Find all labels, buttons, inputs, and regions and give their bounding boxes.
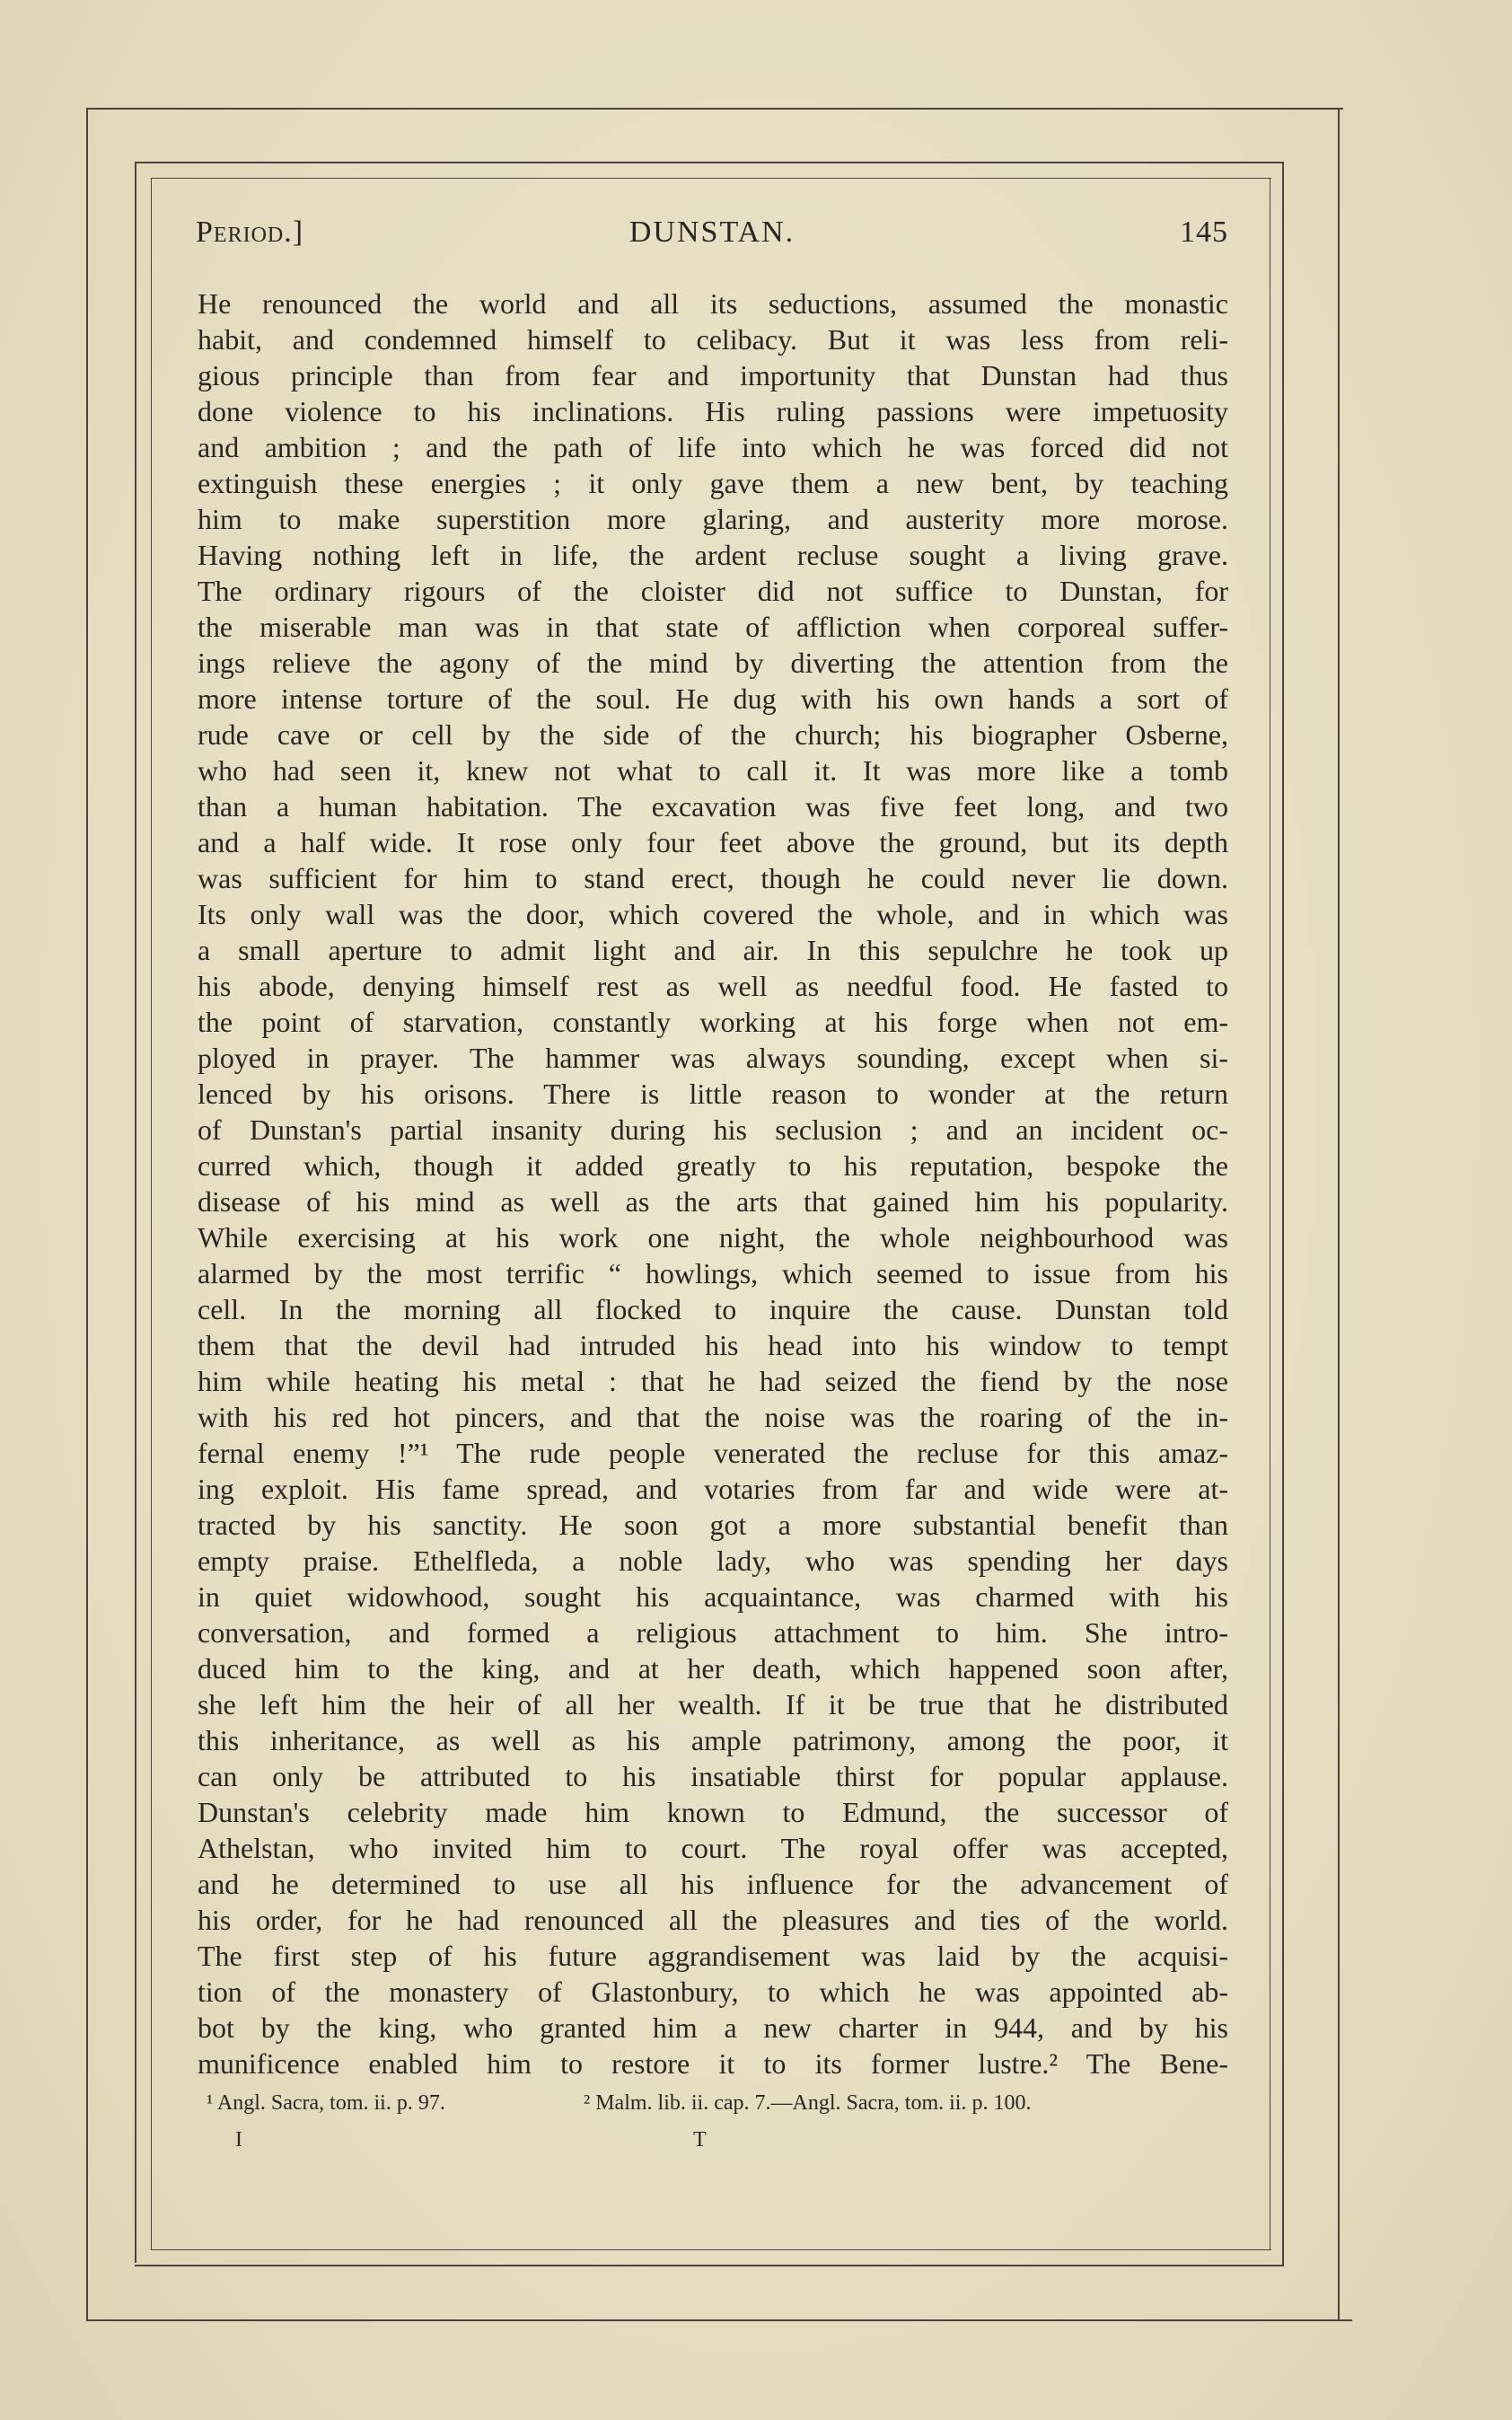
middle-frame-top-rule bbox=[135, 162, 1284, 163]
body-line: than a human habitation. The excavation was five feet long, and two bbox=[198, 790, 1228, 823]
body-line: Athelstan, who invited him to court. The royal offer was accepted, bbox=[198, 1832, 1228, 1864]
running-head-title: DUNSTAN. bbox=[629, 216, 796, 249]
running-head-section: Period.] bbox=[196, 216, 304, 249]
middle-frame-right-rule bbox=[1282, 162, 1284, 2266]
body-line: bot by the king, who granted him a new charter in 944, and by his bbox=[198, 2011, 1228, 2044]
body-line: tion of the monastery of Glastonbury, to which he was appointed ab- bbox=[198, 1976, 1228, 2008]
body-line: with his red hot pincers, and that the noise was the roaring of the in- bbox=[198, 1401, 1228, 1433]
body-line: Having nothing left in life, the ardent recluse sought a living grave. bbox=[198, 539, 1228, 571]
signature-mark-1: I bbox=[235, 2128, 242, 2152]
body-line: him to make superstition more glaring, and austerity more morose. bbox=[198, 503, 1228, 535]
body-line: can only be attributed to his insatiable thirst for popular applause. bbox=[198, 1760, 1228, 1792]
body-line: alarmed by the most terrific “ howlings, which seemed to issue from his bbox=[198, 1257, 1228, 1289]
body-line: cell. In the morning all flocked to inquire the cause. Dunstan told bbox=[198, 1293, 1228, 1325]
body-line: and he determined to use all his influence for the advancement of bbox=[198, 1868, 1228, 1900]
body-line: habit, and condemned himself to celibacy. But it was less from reli- bbox=[198, 323, 1228, 356]
body-line: Dunstan's celebrity made him known to Edmund, the successor of bbox=[198, 1796, 1228, 1828]
body-line: of Dunstan's partial insanity during his seclusion ; and an incident oc- bbox=[198, 1113, 1228, 1146]
body-line: was sufficient for him to stand erect, though he could never lie down. bbox=[198, 862, 1228, 894]
body-line: she left him the heir of all her wealth. If it be true that he distributed bbox=[198, 1688, 1228, 1720]
footnotes bbox=[207, 2091, 1230, 2122]
body-line: He renounced the world and all its seductions, assumed the monastic bbox=[198, 287, 1228, 320]
outer-frame-top-rule bbox=[86, 108, 1343, 110]
body-line: his abode, denying himself rest as well as needful food. He fasted to bbox=[198, 970, 1228, 1002]
body-line: lenced by his orisons. There is little reason to wonder at the return bbox=[198, 1078, 1228, 1110]
body-line: this inheritance, as well as his ample patrimony, among the poor, it bbox=[198, 1724, 1228, 1756]
body-line: more intense torture of the soul. He dug with his own hands a sort of bbox=[198, 682, 1228, 715]
body-line: who had seen it, knew not what to call it. It was more like a tomb bbox=[198, 754, 1228, 787]
body-line: fernal enemy !”¹ The rude people venerated the recluse for this amaz- bbox=[198, 1437, 1228, 1469]
body-line: them that the devil had intruded his head into his window to tempt bbox=[198, 1329, 1228, 1361]
inner-frame-bottom-rule bbox=[151, 2249, 1271, 2250]
footnote-1: ¹ Angl. Sacra, tom. ii. p. 97. bbox=[207, 2091, 445, 2115]
running-head bbox=[196, 216, 1228, 257]
body-line: the miserable man was in that state of affliction when corporeal suffer- bbox=[198, 611, 1228, 643]
body-line: conversation, and formed a religious attachment to him. She intro- bbox=[198, 1616, 1228, 1649]
body-line: him while heating his metal : that he had seized the fiend by the nose bbox=[198, 1365, 1228, 1397]
signature-marks bbox=[235, 2128, 738, 2159]
body-line: ing exploit. His fame spread, and votaries from far and wide were at- bbox=[198, 1473, 1228, 1505]
body-line: and ambition ; and the path of life into which he was forced did not bbox=[198, 431, 1228, 463]
inner-frame-top-rule bbox=[151, 178, 1271, 179]
middle-frame-left-rule bbox=[135, 162, 136, 2263]
body-line: tracted by his sanctity. He soon got a more substantial benefit than bbox=[198, 1509, 1228, 1541]
body-line: in quiet widowhood, sought his acquaintance, was charmed with his bbox=[198, 1580, 1228, 1613]
body-line: gious principle than from fear and importunity that Dunstan had thus bbox=[198, 359, 1228, 392]
body-line: disease of his mind as well as the arts that gained him his popularity. bbox=[198, 1185, 1228, 1218]
body-line: empty praise. Ethelfleda, a noble lady, who was spending her days bbox=[198, 1544, 1228, 1577]
body-line: curred which, though it added greatly to his reputation, bespoke the bbox=[198, 1149, 1228, 1182]
inner-frame-left-rule bbox=[151, 178, 152, 2250]
outer-frame-left-rule bbox=[86, 108, 88, 2321]
page-number: 145 bbox=[1180, 216, 1228, 249]
middle-frame-bottom-rule bbox=[135, 2265, 1284, 2266]
signature-mark-2: T bbox=[693, 2128, 707, 2152]
body-line: his order, for he had renounced all the pleasures and ties of the world. bbox=[198, 1904, 1228, 1936]
body-line: ings relieve the agony of the mind by diverting the attention from the bbox=[198, 647, 1228, 679]
body-line: ployed in prayer. The hammer was always sounding, except when si- bbox=[198, 1042, 1228, 1074]
footnote-2: ² Malm. lib. ii. cap. 7.—Angl. Sacra, tom. ii. p. 100. bbox=[584, 2091, 1032, 2115]
body-text bbox=[198, 286, 1228, 2081]
outer-frame-right-rule bbox=[1338, 108, 1340, 2321]
body-line: and a half wide. It rose only four feet above the ground, but its depth bbox=[198, 826, 1228, 858]
body-line: While exercising at his work one night, the whole neighbourhood was bbox=[198, 1221, 1228, 1254]
body-line: munificence enabled him to restore it to its former lustre.² The Bene- bbox=[198, 2047, 1228, 2080]
body-line: The ordinary rigours of the cloister did not suffice to Dunstan, for bbox=[198, 575, 1228, 607]
body-line: rude cave or cell by the side of the church; his biographer Osberne, bbox=[198, 718, 1228, 751]
outer-frame-bottom-rule bbox=[86, 2319, 1352, 2321]
body-line: extinguish these energies ; it only gave them a new bent, by teaching bbox=[198, 467, 1228, 499]
body-line: Its only wall was the door, which covered the whole, and in which was bbox=[198, 898, 1228, 930]
body-line: duced him to the king, and at her death, which happened soon after, bbox=[198, 1652, 1228, 1685]
body-line: The first step of his future aggrandisement was laid by the acquisi- bbox=[198, 1940, 1228, 1972]
body-line: the point of starvation, constantly working at his forge when not em- bbox=[198, 1006, 1228, 1038]
body-line: done violence to his inclinations. His ruling passions were impetuosity bbox=[198, 395, 1228, 427]
body-line: a small aperture to admit light and air. In this sepulchre he took up bbox=[198, 934, 1228, 966]
